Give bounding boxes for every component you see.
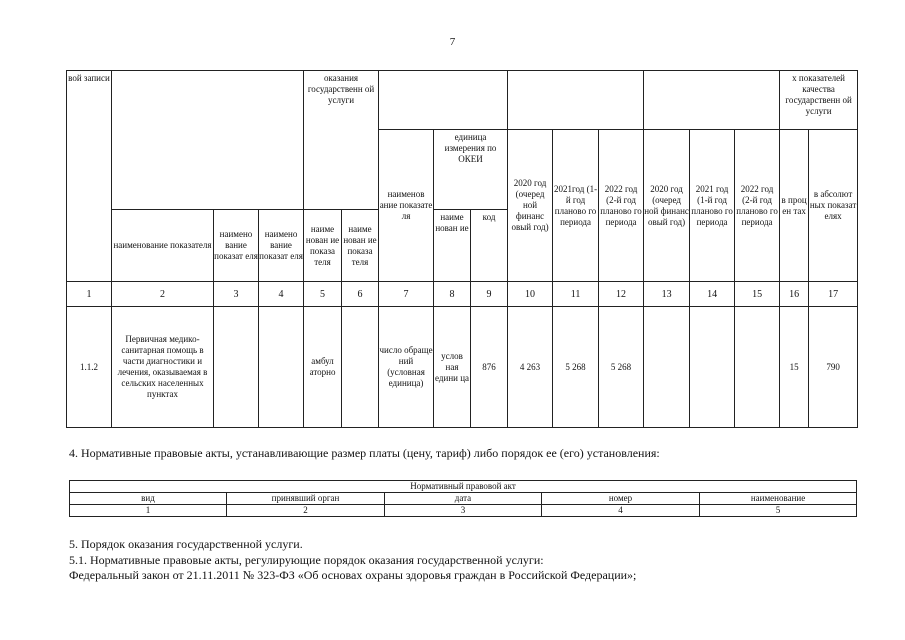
empty-cell bbox=[259, 307, 304, 428]
column-number: 17 bbox=[809, 282, 858, 307]
indicator-name-cell: число обраще ний (условная единица) bbox=[379, 307, 434, 428]
header-condition-name-2: наиме нован ие показа теля bbox=[342, 210, 379, 282]
unit-name-cell: услов ная едини ца bbox=[434, 307, 471, 428]
header-indicator-name: наименов ание показате ля bbox=[379, 130, 434, 282]
header-avg-blank bbox=[644, 71, 780, 130]
header-name: наименование bbox=[700, 493, 857, 505]
header-indicator-blank bbox=[379, 71, 508, 130]
page-number: 7 bbox=[449, 36, 456, 48]
registry-number-cell: 1.1.2 bbox=[67, 307, 112, 428]
deviation-absolute-cell: 790 bbox=[809, 307, 858, 428]
column-number: 1 bbox=[70, 505, 227, 517]
header-registry-number: вой записи bbox=[67, 71, 112, 282]
column-number: 1 bbox=[67, 282, 112, 307]
header-2020-value: 2020 год (очеред ной финанс овый год) bbox=[508, 130, 553, 282]
empty-cell bbox=[644, 307, 690, 428]
value-2022-cell: 5 268 bbox=[599, 307, 644, 428]
empty-cell bbox=[735, 307, 780, 428]
section-5-1-title: 5.1. Нормативные правовые акты, регулирующие порядок оказания государственной услуги: bbox=[69, 552, 544, 567]
table-row bbox=[67, 307, 858, 428]
header-values-blank bbox=[508, 71, 644, 130]
quality-indicators-table bbox=[66, 70, 858, 428]
column-number: 5 bbox=[700, 505, 857, 517]
header-date: дата bbox=[385, 493, 542, 505]
column-number: 11 bbox=[553, 282, 599, 307]
header-condition-name-1: наиме нован ие показа теля bbox=[304, 210, 342, 282]
column-number: 16 bbox=[780, 282, 809, 307]
legal-acts-table bbox=[69, 480, 857, 517]
header-absolute: в абсолют ных показат елях bbox=[809, 130, 858, 282]
header-authority: принявший орган bbox=[227, 493, 385, 505]
header-unit-code: код bbox=[471, 210, 508, 282]
column-number: 12 bbox=[599, 282, 644, 307]
column-number: 7 bbox=[379, 282, 434, 307]
column-number: 10 bbox=[508, 282, 553, 307]
section-4-title: 4. Нормативные правовые акты, устанавливающие размер платы (цену, тариф) либо порядок ее (его) установления: bbox=[69, 446, 660, 460]
header-percent: в проц ен тах bbox=[780, 130, 809, 282]
section-5 bbox=[69, 537, 636, 584]
header-2020-price: 2020 год (очеред ной финанс овый год) bbox=[644, 130, 690, 282]
value-2021-cell: 5 268 bbox=[553, 307, 599, 428]
column-number: 14 bbox=[690, 282, 735, 307]
header-type: вид bbox=[70, 493, 227, 505]
deviation-percent-cell: 15 bbox=[780, 307, 809, 428]
column-number: 8 bbox=[434, 282, 471, 307]
header-2022-value: 2022 год (2-й год планово го периода bbox=[599, 130, 644, 282]
header-2021-price: 2021 год (1-й год планово го периода bbox=[690, 130, 735, 282]
value-2020-cell: 4 263 bbox=[508, 307, 553, 428]
header-2021-value: 2021год (1-й год планово го периода bbox=[553, 130, 599, 282]
empty-cell bbox=[214, 307, 259, 428]
empty-cell bbox=[690, 307, 735, 428]
column-number: 2 bbox=[112, 282, 214, 307]
header-content-blank bbox=[112, 71, 304, 210]
header-content-name-2: наимено вание показат еля bbox=[214, 210, 259, 282]
header-content-name: наименование показателя bbox=[112, 210, 214, 282]
legal-act-title: Нормативный правовой акт bbox=[70, 481, 857, 493]
condition-cell: амбул аторно bbox=[304, 307, 342, 428]
header-quality-deviation: х показателей качества государственн ой услуги bbox=[780, 71, 858, 130]
header-2022-price: 2022 год (2-й год планово го периода bbox=[735, 130, 780, 282]
column-number: 4 bbox=[259, 282, 304, 307]
column-number: 9 bbox=[471, 282, 508, 307]
column-number: 2 bbox=[227, 505, 385, 517]
column-number: 4 bbox=[542, 505, 700, 517]
header-number: номер bbox=[542, 493, 700, 505]
service-content-cell: Первичная медико-санитарная помощь в части диагностики и лечения, оказываемая в сельских населенных пунктах bbox=[112, 307, 214, 428]
column-number: 5 bbox=[304, 282, 342, 307]
header-content-name-3: наимено вание показат еля bbox=[259, 210, 304, 282]
header-unit-okei: единица измерения по ОКЕИ bbox=[434, 130, 508, 210]
federal-law-reference: Федеральный закон от 21.11.2011 № 323-ФЗ «Об основах охраны здоровья граждан в Российской Федерации»; bbox=[69, 568, 637, 582]
header-conditions: оказания государственн ой услуги bbox=[304, 71, 379, 210]
column-number: 13 bbox=[644, 282, 690, 307]
unit-code-cell: 876 bbox=[471, 307, 508, 428]
column-number: 15 bbox=[735, 282, 780, 307]
section-5-title: 5. Порядок оказания государственной услуги. bbox=[69, 537, 303, 551]
empty-cell bbox=[342, 307, 379, 428]
header-unit-name: наиме нован ие bbox=[434, 210, 471, 282]
column-number: 3 bbox=[214, 282, 259, 307]
column-number: 3 bbox=[385, 505, 542, 517]
column-number: 6 bbox=[342, 282, 379, 307]
